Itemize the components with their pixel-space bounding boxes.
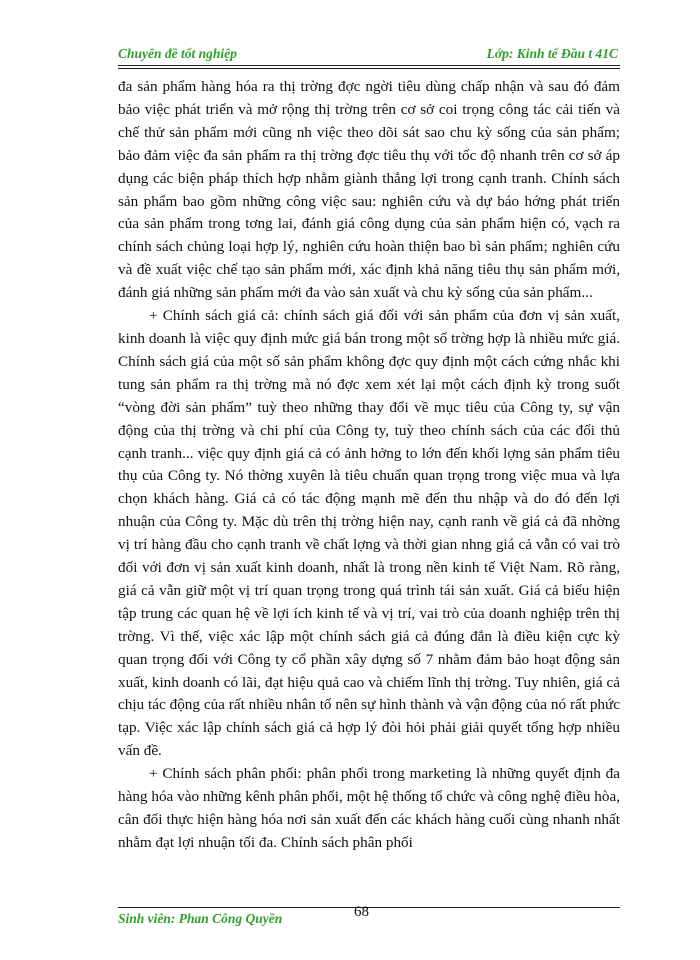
header-class-name: Lớp: Kinh tế Đầu t 41C — [486, 46, 618, 61]
header-course-title: Chuyên đề tốt nghiệp — [118, 46, 237, 61]
page-number: 68 — [354, 904, 369, 920]
footer-student-name: Sinh viên: Phan Công Quyền — [118, 911, 283, 926]
paragraph-distribution-policy: + Chính sách phân phối: phân phối trong marketing là những quyết định đa hàng hóa vào những kênh phân phối, một hệ thống tổ chức và công nghệ điều hòa, cân đối thực hiện hàng hóa nơi sản xuất đến các khách hàng cuối cùng nhanh nhất nhằm đạt lợi nhuận tối đa. Chính sách phân phối — [118, 765, 620, 851]
header-rule-top — [118, 65, 620, 66]
page-header — [118, 44, 620, 66]
paragraph-price-policy: + Chính sách giá cả: chính sách giá đối với sản phẩm của đơn vị sản xuất, kinh doanh là việc quy định mức giá bán trong một số trờng hợp là nhiều mức giá. Chính sách giá của một số sản phẩm không đợc quy định một cách cứng nhắc khi tung sản phẩm ra thị trờng mà nó đợc xem xét lại một cách định kỳ trong suốt “vòng đời sản phẩm” tuỳ theo những thay đổi về mục tiêu của Công ty, sự vận động của thị trờng và chi phí của Công ty, tuỳ theo chính sách của các đối thủ cạnh tranh... việc quy định giá cả có ảnh hởng to lớn đến khối lợng sản phẩm tiêu thụ của Công ty. Nó thờng xuyên là tiêu chuẩn quan trọng trong việc mua và lựa chọn khách hàng. Giá cả có tác động mạnh mẽ đến thu nhập và do đó đến lợi nhuận của Công ty. Mặc dù trên thị trờng hiện nay, cạnh ranh về giá cả đã nhờng vị trí hàng đầu cho cạnh tranh về chất lợng và thời gian nhng giá cả vẫn có vai trò đối với đơn vị sản xuất kinh doanh, nhất là trong nền kinh tế Việt Nam. Rõ ràng, giá cả vẫn giữ một vị trí quan trọng trong quá trình tái sản xuất. Giá cả biểu hiện tập trung các quan hệ về lợi ích kinh tế và vị trí, vai trò của doanh nghiệp trên thị trờng. Vì thế, việc xác lập một chính sách giá cả đúng đắn là điều kiện cực kỳ quan trọng đối với Công ty cổ phần xây dựng số 7 nhằm đảm bảo hoạt động sản xuất, kinh doanh có lãi, đạt hiệu quả cao và chiếm lĩnh thị trờng. Tuy nhiên, giá cả chịu tác động của rất nhiều nhân tố nên sự hình thành và vận động của nó rất phức tạp. Việc xác lập chính sách giá cả hợp lý đòi hỏi phải giải quyết tổng hợp nhiều vấn đề. — [118, 307, 620, 760]
footer-rule — [118, 907, 620, 908]
paragraph-product-policy-continued: đa sản phẩm hàng hóa ra thị trờng đợc ngời tiêu dùng chấp nhận và sau đó đảm bảo việc phát triển và mở rộng thị trờng trên cơ sở coi trọng công tác cải tiến và chế thử sản phẩm mới cũng nh việc theo dõi sát sao chu kỳ sống của sản phẩm; bảo đảm việc đa sản phẩm ra thị trờng đợc tiêu thụ với tốc độ nhanh trên cơ sở áp dụng các biện pháp thích hợp nhằm giành thắng lợi trong cạnh tranh. Chính sách sản phẩm bao gồm những công việc sau: nghiên cứu và dự báo hớng phát triển của sản phẩm trong tơng lai, đánh giá công dụng của sản phẩm hiện có, vạch ra chính sách chủng loại hợp lý, nghiên cứu hoàn thiện bao bì sản phẩm; nghiên cứu và đề xuất việc chế tạo sản phẩm mới, xác định khả năng tiêu thụ sản phẩm mới, đánh giá những sản phẩm mới đa vào sản xuất và chu kỳ sống của sản phẩm... — [118, 78, 620, 302]
header-rule-bottom — [118, 68, 620, 69]
body-text — [118, 76, 620, 855]
